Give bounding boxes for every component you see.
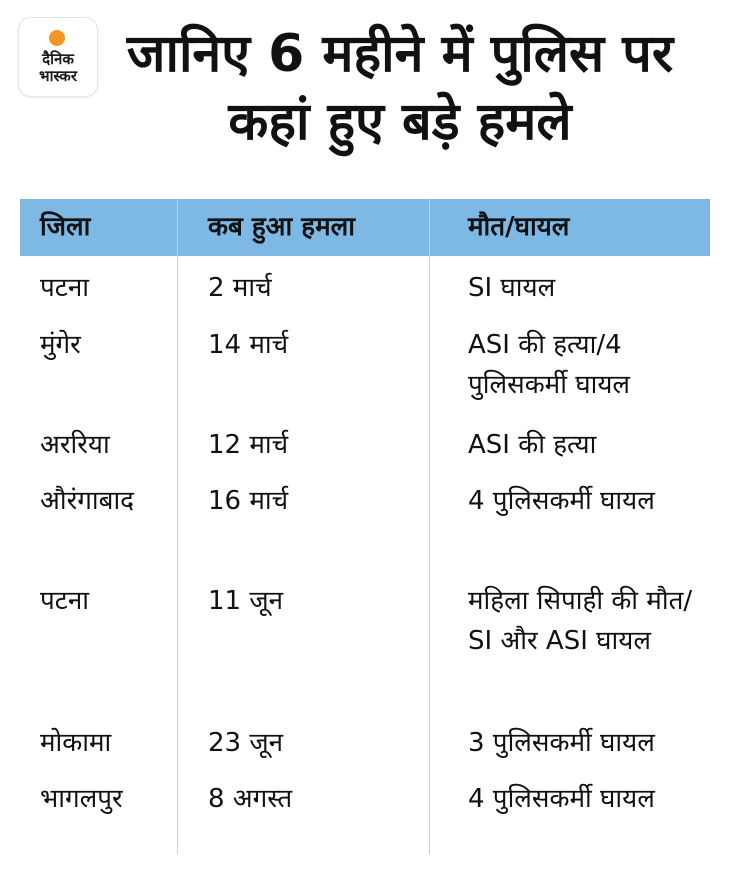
cell-casualty: महिला सिपाही की मौत/ SI और ASI घायल	[468, 586, 693, 656]
dainik-bhaskar-logo	[19, 18, 97, 96]
cell-district: पटना	[40, 273, 90, 303]
table-row	[20, 256, 710, 313]
page-title: जानिए 6 महीने में पुलिस पर कहां हुए बड़े हमले	[126, 24, 674, 152]
cell-casualty: 3 पुलिसकर्मी घायल	[468, 728, 655, 758]
table-row	[20, 767, 710, 867]
table-row	[20, 313, 710, 413]
cell-district: पटना	[40, 586, 90, 616]
attacks-table	[20, 199, 710, 867]
table-row	[20, 569, 710, 711]
cell-casualty: SI घायल	[468, 273, 556, 303]
sun-icon	[49, 30, 65, 46]
cell-date: 23 जून	[208, 728, 284, 758]
cell-date: 14 मार्च	[208, 330, 289, 360]
cell-district: मोकामा	[40, 728, 112, 758]
header-casualty: मौत/घायल	[468, 212, 570, 242]
cell-district: मुंगेर	[40, 330, 81, 360]
logo-text-line-1: दैनिक	[42, 50, 74, 68]
cell-casualty: ASI की हत्या	[468, 430, 597, 460]
cell-district: औरंगाबाद	[40, 486, 134, 516]
table-row	[20, 413, 710, 469]
cell-date: 2 मार्च	[208, 273, 272, 303]
cell-date: 12 मार्च	[208, 430, 289, 460]
table-header	[20, 199, 710, 256]
header-district: जिला	[40, 212, 91, 242]
cell-date: 11 जून	[208, 586, 284, 616]
table-body	[20, 256, 710, 867]
table-row	[20, 469, 710, 569]
logo-text-line-2: भास्कर	[39, 67, 77, 85]
cell-district: अररिया	[40, 430, 110, 460]
cell-date: 16 मार्च	[208, 486, 289, 516]
cell-casualty: 4 पुलिसकर्मी घायल	[468, 486, 655, 516]
cell-casualty: ASI की हत्या/4 पुलिसकर्मी घायल	[468, 330, 631, 400]
cell-casualty: 4 पुलिसकर्मी घायल	[468, 784, 655, 814]
cell-district: भागलपुर	[40, 784, 123, 814]
table-row	[20, 711, 710, 767]
cell-date: 8 अगस्त	[208, 784, 293, 814]
header-date: कब हुआ हमला	[208, 212, 356, 242]
